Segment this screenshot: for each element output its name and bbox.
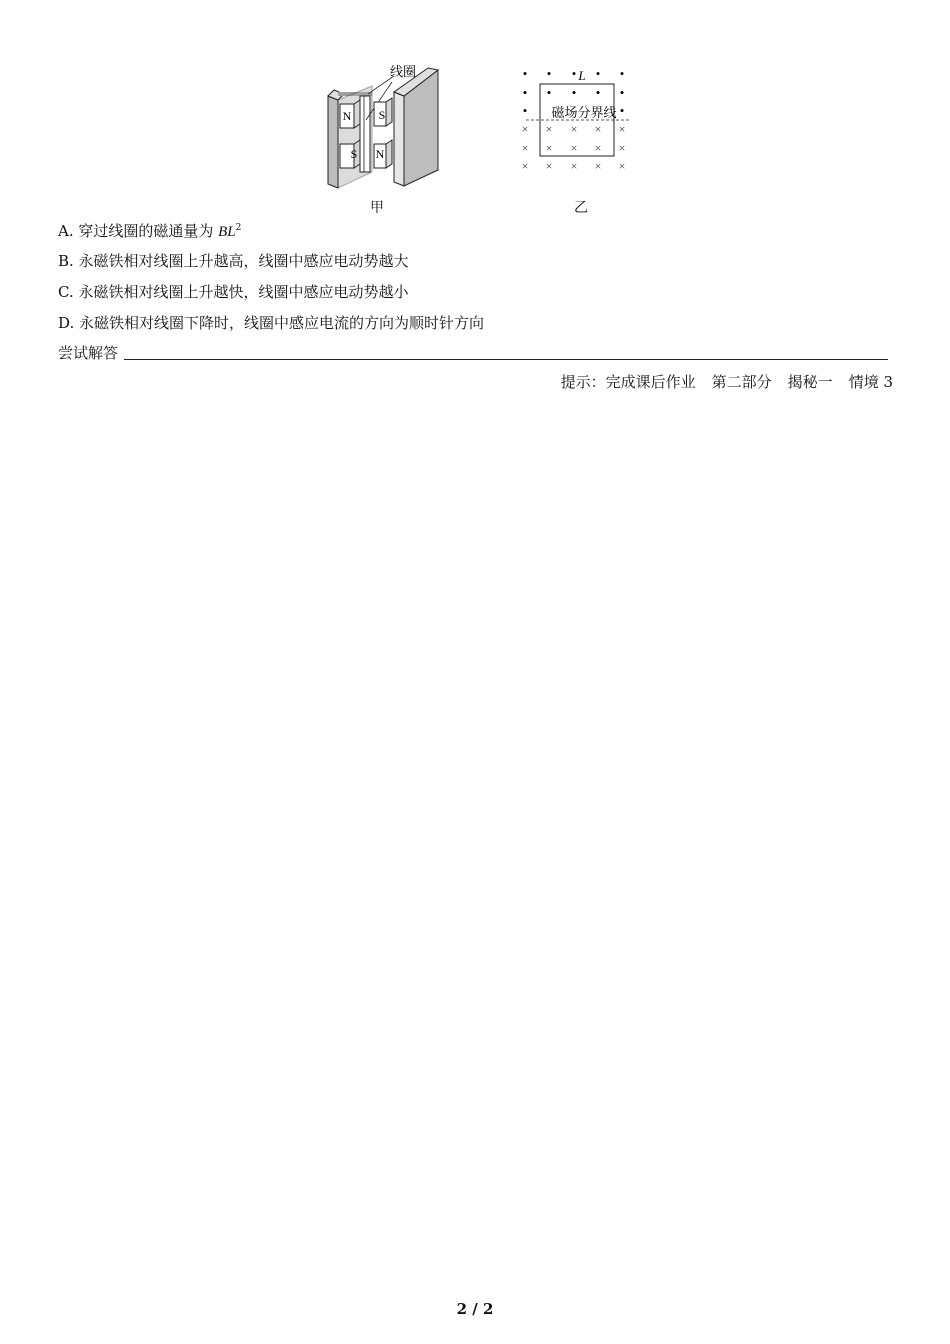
option-a-variable: BL xyxy=(218,224,236,240)
svg-text:•: • xyxy=(571,66,577,81)
answer-blank-line[interactable] xyxy=(124,359,888,360)
svg-text:×: × xyxy=(521,141,529,155)
magnet-label-right-bottom: N xyxy=(375,147,385,161)
svg-text:×: × xyxy=(545,141,553,155)
svg-text:×: × xyxy=(618,159,626,173)
page-number: 2 / 2 xyxy=(456,1300,494,1318)
option-a-exponent: 2 xyxy=(235,223,242,233)
svg-text:×: × xyxy=(521,122,529,136)
svg-text:×: × xyxy=(618,141,626,155)
svg-text:•: • xyxy=(546,66,552,81)
svg-text:×: × xyxy=(545,159,553,173)
answer-label: 尝试解答 xyxy=(58,344,119,362)
figure-label-yi: 乙 xyxy=(574,200,588,216)
svg-text:•: • xyxy=(571,85,577,100)
magnet-label-left-top: N xyxy=(342,109,352,123)
answer-row xyxy=(58,342,888,362)
right-magnets xyxy=(374,98,392,168)
field-in-crosses xyxy=(522,122,626,173)
svg-text:×: × xyxy=(594,122,602,136)
right-plate xyxy=(394,68,438,186)
svg-text:×: × xyxy=(545,122,553,136)
magnet-label-left-bottom: S xyxy=(350,147,358,161)
magnet-label-right-top: S xyxy=(378,108,386,122)
figure-label-jia: 甲 xyxy=(370,200,384,216)
svg-text:•: • xyxy=(546,85,552,100)
side-length-label: L xyxy=(578,68,586,83)
hint xyxy=(561,371,893,392)
hint-part-1: 完成课后作业 xyxy=(605,373,696,391)
figure-area xyxy=(320,62,640,222)
svg-text:×: × xyxy=(618,122,626,136)
svg-text:•: • xyxy=(619,66,625,81)
option-c: C. 永磁铁相对线圈上升越快，线圈中感应电动势越小 xyxy=(58,283,409,301)
option-b: B. 永磁铁相对线圈上升越高，线圈中感应电动势越大 xyxy=(58,252,409,270)
svg-text:×: × xyxy=(594,159,602,173)
svg-text:•: • xyxy=(619,103,625,118)
svg-text:•: • xyxy=(522,85,528,100)
svg-text:•: • xyxy=(522,103,528,118)
svg-text:•: • xyxy=(595,66,601,81)
magnet-coil-diagram xyxy=(320,62,640,222)
svg-text:×: × xyxy=(570,141,578,155)
svg-text:•: • xyxy=(595,85,601,100)
hint-part-2: 第二部分 xyxy=(711,373,772,391)
option-a: A. 穿过线圈的磁通量为 $BL^2$ xyxy=(58,222,242,240)
svg-text:×: × xyxy=(570,122,578,136)
svg-text:•: • xyxy=(619,85,625,100)
svg-text:×: × xyxy=(594,141,602,155)
hint-part-3: 揭秘一 xyxy=(787,373,833,391)
field-diagram xyxy=(522,66,630,173)
svg-text:×: × xyxy=(570,159,578,173)
hint-part-4: 情境 3 xyxy=(848,373,893,391)
svg-text:•: • xyxy=(522,66,528,81)
boundary-label: 磁场分界线 xyxy=(551,105,617,120)
hint-prefix: 提示： xyxy=(560,373,606,391)
svg-text:×: × xyxy=(521,159,529,173)
option-d: D. 永磁铁相对线圈下降时，线圈中感应电流的方向为顺时针方向 xyxy=(58,314,485,332)
coil-label: 线圈 xyxy=(390,64,417,79)
